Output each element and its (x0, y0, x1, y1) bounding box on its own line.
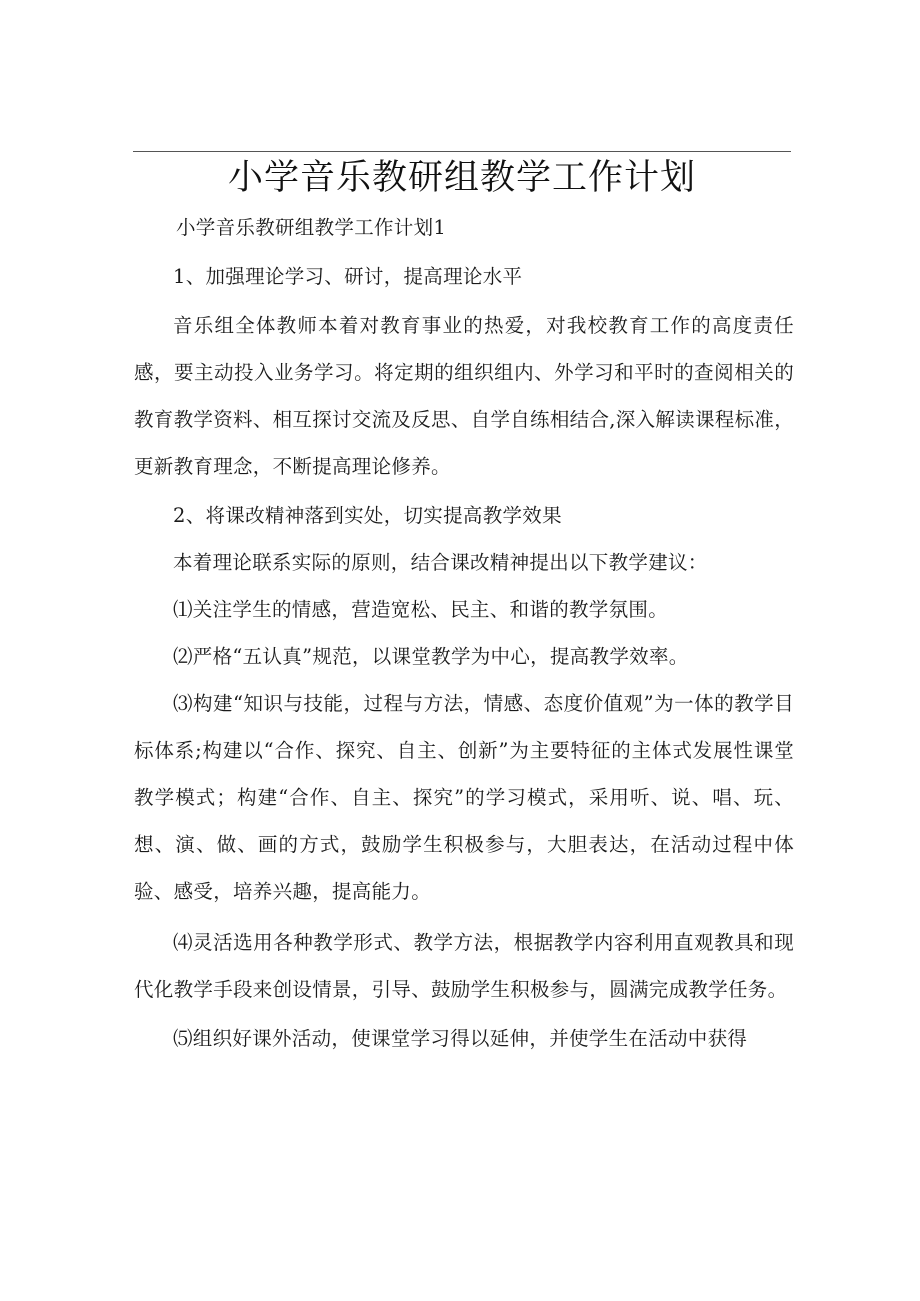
section-subtitle: 小学音乐教研组教学工作计划1 (176, 216, 447, 239)
paragraph-suggestions-intro: 本着理论联系实际的原则，结合课改精神提出以下教学建议： (173, 551, 708, 574)
paragraph-study: 音乐组全体教师本着对教育事业的热爱，对我校教育工作的高度责任感，要主动投入业务学习。将定期的组织组内、外学习和平时的查阅相关的教育教学资料、相互探讨交流及反思、自学自练相结合,深入解读课程标准，更新教育理念，不断提高理论修养。 (134, 314, 794, 478)
document-body (134, 204, 794, 1062)
heading-item-1: 1、加强理论学习、研讨，提高理论水平 (173, 265, 523, 288)
list-item-1: ⑴关注学生的情感，营造宽松、民主、和谐的教学氛围。 (173, 598, 669, 621)
document-title: 小学音乐教研组教学工作计划 (227, 158, 696, 198)
list-item-5: ⑸组织好课外活动，使课堂学习得以延伸，并使学生在活动中获得 (173, 1027, 748, 1050)
list-item-3: ⑶构建“知识与技能，过程与方法，情感、态度价值观”为一体的教学目标体系;构建以“合作、探究、自主、创新”为主要特征的主体式发展性课堂教学模式；构建“合作、自主、探究”的学习模式，采用听、说、唱、玩、想、演、做、画的方式，鼓励学生积极参与，大胆表达，在活动过程中体验、感受，培养兴趣，提高能力。 (134, 692, 794, 903)
header-rule (133, 151, 791, 152)
list-item-2: ⑵严格“五认真”规范，以课堂教学为中心，提高教学效率。 (173, 645, 689, 668)
list-item-4: ⑷灵活选用各种教学形式、教学方法，根据教学内容利用直观教具和现代化教学手段来创设情景，引导、鼓励学生积极参与，圆满完成教学任务。 (134, 931, 794, 1001)
heading-item-2: 2、将课改精神落到实处，切实提高教学效果 (173, 504, 562, 527)
